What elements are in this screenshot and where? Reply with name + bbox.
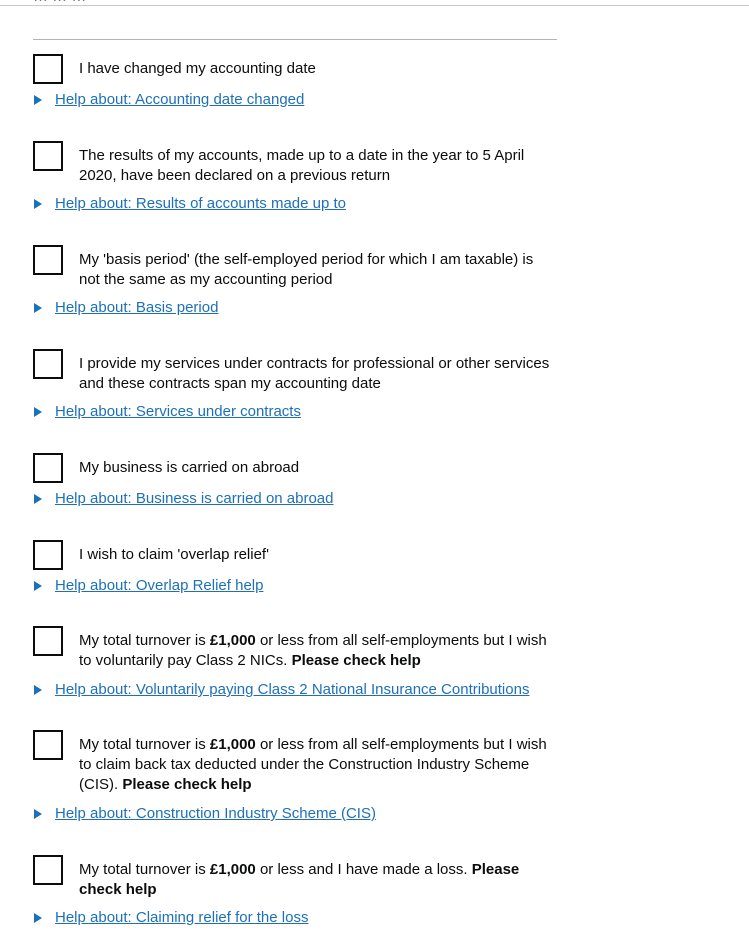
option-label: I wish to claim 'overlap relief' — [79, 546, 269, 563]
expand-triangle-icon — [34, 581, 42, 591]
help-link-results-of-accounts[interactable]: Help about: Results of accounts made up to — [55, 195, 347, 212]
help-link-overlap-relief[interactable]: Help about: Overlap Relief help — [55, 577, 264, 594]
label-text: My total turnover is — [79, 736, 210, 753]
label-check-help: Please check help — [122, 776, 252, 793]
label-text: or less and I have made a loss. — [255, 861, 472, 878]
top-divider — [0, 5, 749, 6]
label-check-help: Please check help — [79, 861, 520, 898]
help-toggle[interactable] — [33, 298, 218, 318]
expand-triangle-icon — [34, 494, 42, 504]
help-link-business-abroad[interactable]: Help about: Business is carried on abroad — [55, 490, 334, 507]
label-amount: £1,000 — [209, 861, 256, 878]
help-link-cis[interactable]: Help about: Construction Industry Scheme (CIS) — [55, 805, 376, 822]
expand-triangle-icon — [34, 407, 42, 417]
help-link-loss-relief[interactable]: Help about: Claiming relief for the loss — [55, 909, 309, 926]
label-text: or less from all self-employments but I wish to voluntarily pay Class 2 NICs. — [79, 632, 547, 669]
basis-period-checkbox[interactable] — [33, 245, 63, 275]
help-link-services-under-contracts[interactable]: Help about: Services under contracts — [55, 403, 301, 420]
help-toggle[interactable] — [33, 489, 334, 509]
label-text: My total turnover is — [79, 632, 210, 649]
label-amount: £1,000 — [209, 632, 256, 649]
expand-triangle-icon — [34, 95, 42, 105]
option-label: My business is carried on abroad — [79, 459, 300, 476]
services-under-contracts-checkbox[interactable] — [33, 349, 63, 379]
label-text: My total turnover is — [79, 861, 210, 878]
option-label: I have changed my accounting date — [79, 60, 316, 77]
option-label: The results of my accounts, made up to a date in the year to 5 April 2020, have been declared on a previous return — [79, 147, 525, 184]
help-toggle[interactable] — [33, 576, 263, 596]
option-label — [79, 735, 554, 795]
expand-triangle-icon — [34, 199, 42, 209]
truncated-previous-text — [33, 0, 86, 5]
expand-triangle-icon — [34, 303, 42, 313]
accounting-date-changed-checkbox[interactable] — [33, 54, 63, 84]
help-toggle[interactable] — [33, 804, 376, 824]
expand-triangle-icon — [34, 913, 42, 923]
option-label: My 'basis period' (the self-employed period for which I am taxable) is not the same as my accounting period — [79, 251, 534, 288]
help-link-voluntary-class2[interactable]: Help about: Voluntarily paying Class 2 National Insurance Contributions — [55, 681, 530, 698]
help-toggle[interactable] — [33, 908, 308, 928]
option-label — [79, 631, 554, 671]
expand-triangle-icon — [34, 809, 42, 819]
business-abroad-checkbox[interactable] — [33, 453, 63, 483]
help-link-accounting-date[interactable]: Help about: Accounting date changed — [55, 91, 305, 108]
cis-claim-checkbox[interactable] — [33, 730, 63, 760]
help-link-basis-period[interactable]: Help about: Basis period — [55, 299, 219, 316]
results-of-accounts-checkbox[interactable] — [33, 141, 63, 171]
option-label — [79, 860, 554, 900]
section-divider — [33, 39, 557, 40]
help-toggle[interactable] — [33, 680, 529, 700]
voluntary-class2-checkbox[interactable] — [33, 626, 63, 656]
help-toggle[interactable] — [33, 90, 304, 110]
option-label: I provide my services under contracts for professional or other services and these contracts span my accounting date — [79, 355, 550, 392]
overlap-relief-checkbox[interactable] — [33, 540, 63, 570]
label-check-help: Please check help — [291, 652, 421, 669]
loss-relief-checkbox[interactable] — [33, 855, 63, 885]
label-text: or less from all self-employments but I wish to claim back tax deducted under the Construction Industry Scheme (CIS). — [79, 736, 547, 793]
help-toggle[interactable] — [33, 402, 301, 422]
expand-triangle-icon — [34, 685, 42, 695]
help-toggle[interactable] — [33, 194, 346, 214]
label-amount: £1,000 — [209, 736, 256, 753]
